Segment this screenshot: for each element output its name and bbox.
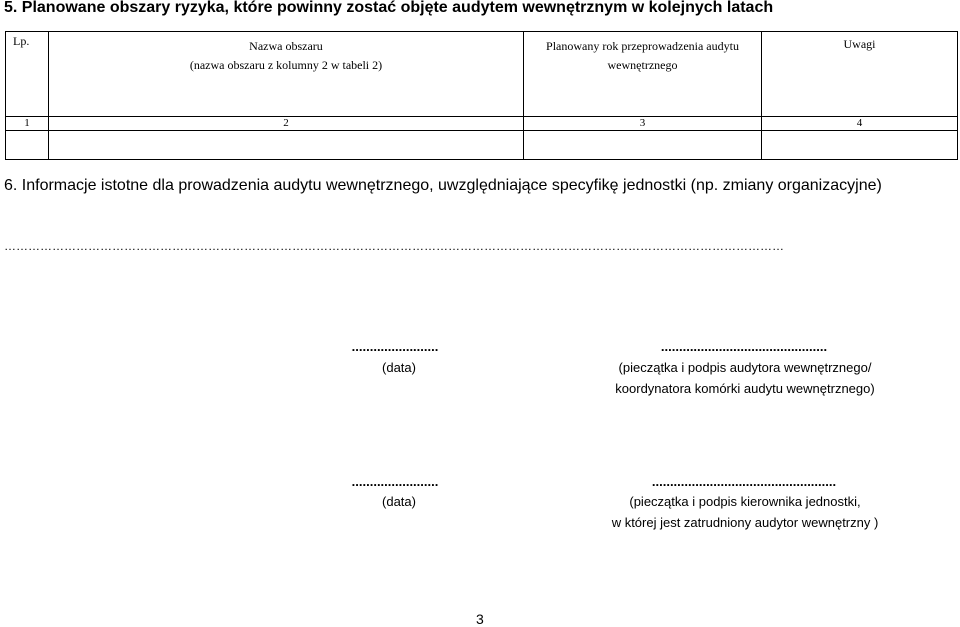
section-5-heading: 5. Planowane obszary ryzyka, które powinny zostać objęte audytem wewnętrznym w kolejnych latach [4, 0, 774, 16]
signature-2-date-label: (data) [382, 494, 416, 509]
header-area-name-line1: Nazwa obszaru [249, 39, 323, 53]
header-remarks [762, 32, 958, 117]
column-number-1: 1 [6, 117, 49, 131]
header-area-name [49, 32, 524, 117]
header-planned-year [524, 32, 762, 117]
info-dotted-line[interactable]: …………………………………………………………………………………………………………………………………………………………………………… [4, 239, 784, 253]
signature-1-date-dots: ........................ [351, 339, 439, 354]
table-cell-area-name[interactable] [49, 131, 524, 160]
section-6-heading: 6. Informacje istotne dla prowadzenia audytu wewnętrznego, uwzględniające specyfikę jednostki (np. zmiany organizacyjne) [4, 177, 882, 194]
column-number-row [6, 117, 958, 131]
signature-1-sign-line2: koordynatora komórki audytu wewnętrznego) [615, 381, 875, 396]
column-number-2: 2 [49, 117, 524, 131]
table-cell-lp[interactable] [6, 131, 49, 160]
page-number: 3 [476, 611, 484, 627]
header-planned-year-line1: Planowany rok przeprowadzenia audytu [546, 39, 739, 53]
signature-2-sign-dots: ................................................... [651, 474, 837, 489]
risk-areas-table [5, 31, 958, 160]
table-cell-planned-year[interactable] [524, 131, 762, 160]
signature-2-sign-line1: (pieczątka i podpis kierownika jednostki, [629, 494, 861, 509]
table-header-row [6, 32, 958, 117]
column-number-4: 4 [762, 117, 958, 131]
header-lp-label: Lp. [13, 34, 30, 48]
header-area-name-line2: (nazwa obszaru z kolumny 2 w tabeli 2) [189, 58, 383, 72]
table-cell-remarks[interactable] [762, 131, 958, 160]
signature-1-date-label: (data) [382, 360, 416, 375]
signature-1-sign-line1: (pieczątka i podpis audytora wewnętrznego/ [618, 360, 872, 375]
signature-2-date-dots: ........................ [351, 474, 439, 489]
header-remarks-label: Uwagi [843, 37, 876, 51]
column-number-3: 3 [524, 117, 762, 131]
header-lp [6, 32, 49, 117]
table-row [6, 131, 958, 160]
header-planned-year-line2: wewnętrznego [607, 58, 678, 72]
signature-1-sign-dots: .............................................. [660, 339, 828, 354]
signature-2-sign-line2: w której jest zatrudniony audytor wewnętrzny ) [611, 515, 879, 530]
